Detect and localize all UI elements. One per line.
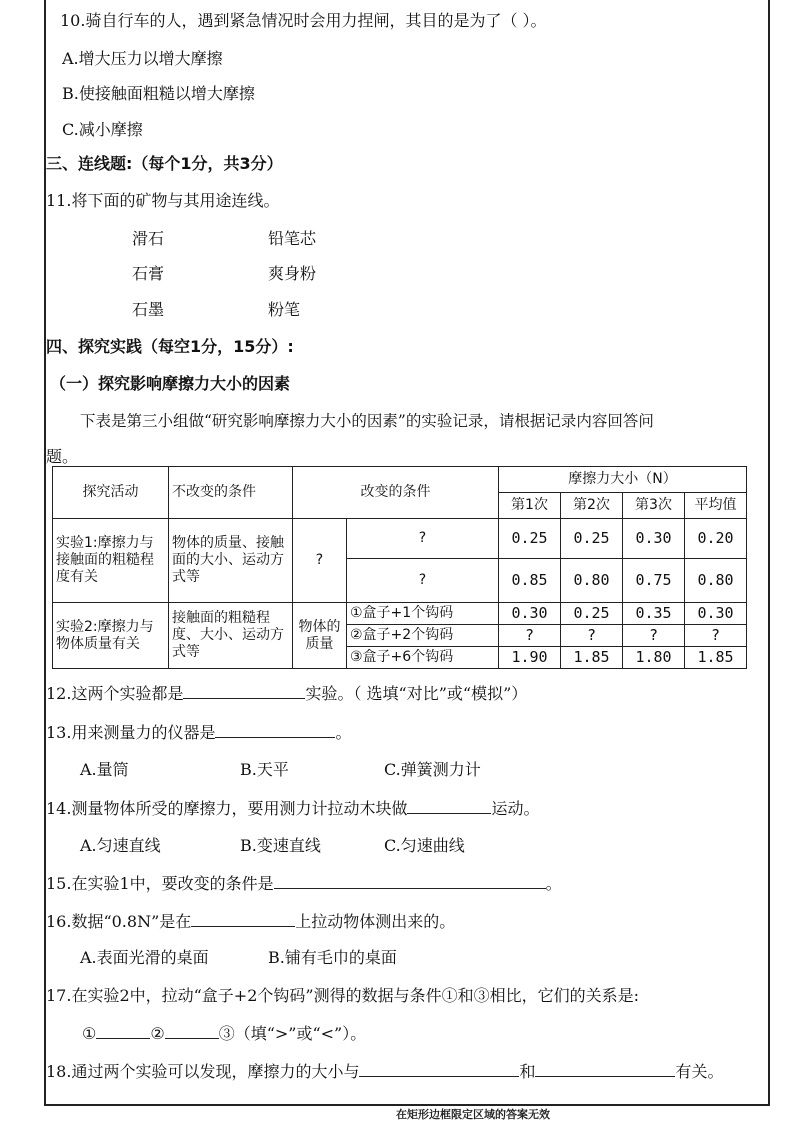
q13 [46, 721, 351, 744]
q17-marker-1: ① [82, 1024, 97, 1043]
exp2-row1-condition: ①盒子+1个钩码 [347, 603, 499, 625]
exp2-row3-condition: ③盒子+6个钩码 [347, 647, 499, 669]
section4-sub1: （一）探究影响摩擦力大小的因素 [50, 374, 291, 393]
q17-hint: （填“>”或“<”）。 [234, 1024, 367, 1043]
q13-answer-blank[interactable] [215, 721, 335, 738]
q17-marker-3: ③ [218, 1024, 235, 1043]
use-3: 粉笔 [268, 300, 301, 319]
q13-text-after: 。 [335, 723, 352, 742]
q14-option-a: A.匀速直线 [80, 836, 161, 855]
q15 [46, 872, 562, 895]
exp2-row2-condition: ②盒子+2个钩码 [347, 625, 499, 647]
exp1-fixed: 物体的质量、接触面的大小、运动方式等 [169, 519, 293, 603]
exp2-row3-avg: 1.85 [685, 647, 747, 669]
exp1-name: 实验1:摩擦力与接触面的粗糙程度有关 [53, 519, 169, 603]
header-trial-3: 第3次 [623, 493, 685, 519]
header-fixed: 不改变的条件 [169, 467, 293, 519]
q10-stem: 10.骑自行车的人，遇到紧急情况时会用力捏闸，其目的是为了（ ）。 [60, 11, 547, 30]
q17-marker-2: ② [150, 1024, 165, 1043]
header-friction: 摩擦力大小（N） [499, 467, 747, 493]
q16 [46, 910, 455, 933]
exp1-row1-avg: 0.20 [685, 519, 747, 559]
header-trial-1: 第1次 [499, 493, 561, 519]
exp2-row3-v1: 1.90 [499, 647, 561, 669]
exp1-row2-condition: ? [347, 559, 499, 603]
exp2-row1-v2: 0.25 [561, 603, 623, 625]
exp1-row1-v3: 0.30 [623, 519, 685, 559]
exp2-row2-v3: ? [623, 625, 685, 647]
q10-option-a: A.增大压力以增大摩擦 [62, 49, 223, 68]
q18-text-after: 有关。 [675, 1062, 724, 1081]
q14 [46, 797, 539, 820]
exp2-row2-v2: ? [561, 625, 623, 647]
use-1: 铅笔芯 [268, 229, 317, 248]
exp1-row2-v2: 0.80 [561, 559, 623, 603]
q16-text-after: 上拉动物体测出来的。 [295, 912, 456, 931]
exp2-fixed: 接触面的粗糙程度、大小、运动方式等 [169, 603, 293, 669]
q16-option-a: A.表面光滑的桌面 [80, 948, 209, 967]
q15-answer-blank[interactable] [274, 872, 546, 889]
q18 [46, 1060, 723, 1083]
q18-blank-2[interactable] [535, 1060, 675, 1077]
mineral-1: 滑石 [132, 229, 165, 248]
exp2-row1-v1: 0.30 [499, 603, 561, 625]
mineral-3: 石墨 [132, 300, 165, 319]
exp1-row1-v1: 0.25 [499, 519, 561, 559]
q14-text-after: 运动。 [491, 799, 540, 818]
table-intro-end: 题。 [46, 447, 79, 466]
exp1-row2-avg: 0.80 [685, 559, 747, 603]
q10-option-c: C.减小摩擦 [62, 120, 143, 139]
q14-option-b: B.变速直线 [240, 836, 321, 855]
header-average: 平均值 [685, 493, 747, 519]
exp2-row2-v1: ? [499, 625, 561, 647]
q11-stem: 11.将下面的矿物与其用途连线。 [46, 191, 280, 210]
q12-answer-blank[interactable] [183, 682, 305, 699]
q12-text-after: 实验。（ 选填“对比”或“模拟”） [305, 684, 528, 703]
q12-text: 12.这两个实验都是 [46, 684, 184, 703]
q14-text: 14.测量物体所受的摩擦力，要用测力计拉动木块做 [46, 799, 408, 818]
exp1-row2-v1: 0.85 [499, 559, 561, 603]
q17-compare [82, 1022, 366, 1045]
q17-blank-1[interactable] [96, 1022, 150, 1039]
q16-text: 16.数据“0.8N”是在 [46, 912, 192, 931]
q10-option-b: B.使接触面粗糙以增大摩擦 [62, 84, 255, 103]
table-intro: 下表是第三小组做“研究影响摩擦力大小的因素”的实验记录，请根据记录内容回答问 [80, 412, 654, 430]
q15-text: 15.在实验1中，要改变的条件是 [46, 874, 274, 893]
header-changed: 改变的条件 [293, 467, 499, 519]
q13-option-a: A.量筒 [80, 760, 129, 779]
exp2-row3-v3: 1.80 [623, 647, 685, 669]
q15-text-after: 。 [545, 874, 562, 893]
mineral-2: 石膏 [132, 264, 165, 283]
q17-blank-2[interactable] [165, 1022, 219, 1039]
exp2-row2-avg: ? [685, 625, 747, 647]
q18-blank-1[interactable] [359, 1060, 519, 1077]
header-activity: 探究活动 [53, 467, 169, 519]
use-2: 爽身粉 [268, 264, 317, 283]
q12 [46, 682, 527, 705]
q14-answer-blank[interactable] [407, 797, 491, 814]
q16-option-b: B.铺有毛巾的桌面 [268, 948, 397, 967]
q13-option-b: B.天平 [240, 760, 289, 779]
experiment-table [52, 466, 747, 669]
q13-option-c: C.弹簧测力计 [384, 760, 481, 779]
q16-answer-blank[interactable] [191, 910, 295, 927]
q18-text: 18.通过两个实验可以发现，摩擦力的大小与 [46, 1062, 360, 1081]
exp2-row1-avg: 0.30 [685, 603, 747, 625]
footer-note: 在矩形边框限定区域的答案无效 [396, 1108, 550, 1121]
q13-text: 13.用来测量力的仪器是 [46, 723, 216, 742]
exp2-name: 实验2:摩擦力与物体质量有关 [53, 603, 169, 669]
exp1-row1-condition: ? [347, 519, 499, 559]
exp1-row2-v3: 0.75 [623, 559, 685, 603]
q14-option-c: C.匀速曲线 [384, 836, 465, 855]
header-trial-2: 第2次 [561, 493, 623, 519]
exp1-changed-label: ? [293, 519, 347, 603]
q18-text-mid: 和 [519, 1062, 536, 1081]
section4-title: 四、探究实践（每空1分，15分）: [46, 337, 294, 356]
section3-title: 三、连线题:（每个1分，共3分） [46, 154, 283, 173]
exp2-row3-v2: 1.85 [561, 647, 623, 669]
exp1-row1-v2: 0.25 [561, 519, 623, 559]
exp2-row1-v3: 0.35 [623, 603, 685, 625]
q17-stem: 17.在实验2中，拉动“盒子+2个钩码”测得的数据与条件①和③相比，它们的关系是: [46, 986, 639, 1005]
exp2-changed-label: 物体的质量 [293, 603, 347, 669]
